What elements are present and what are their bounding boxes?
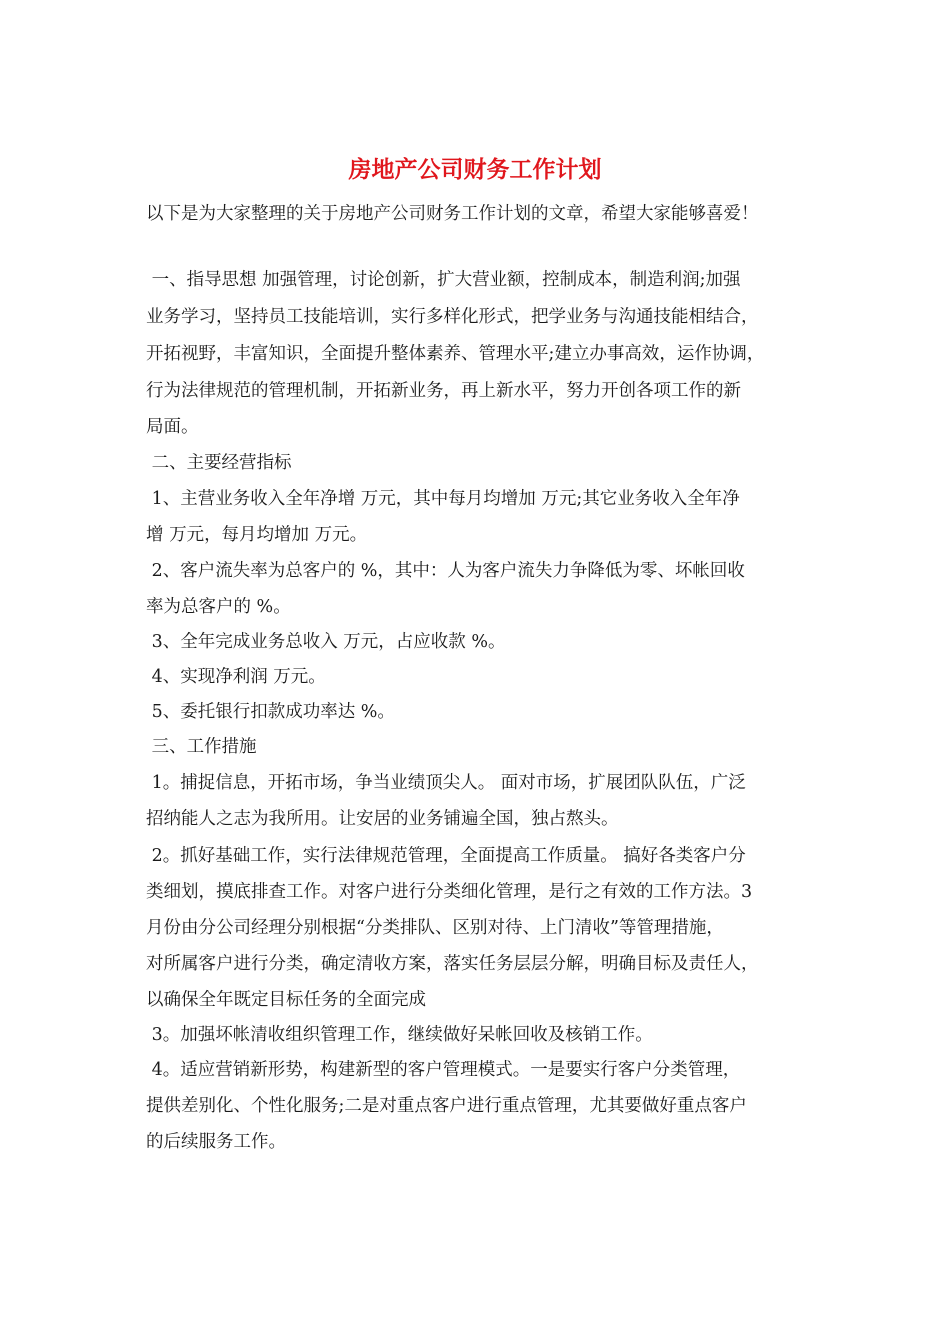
body-line: 4、实现净利润 万元。 — [146, 667, 326, 687]
section-heading: 二、主要经营指标 — [146, 453, 292, 473]
body-line: 3、全年完成业务总收入 万元，占应收款 %。 — [146, 632, 506, 652]
intro-paragraph: 以下是为大家整理的关于房地产公司财务工作计划的文章，希望大家能够喜爱！ — [146, 204, 759, 224]
body-line: 提供差别化、个性化服务;二是对重点客户进行重点管理，尤其要做好重点客户 — [146, 1096, 747, 1116]
body-line: 对所属客户进行分类，确定清收方案，落实任务层层分解，明确目标及责任人， — [146, 954, 759, 974]
body-line: 5、委托银行扣款成功率达 %。 — [146, 702, 395, 722]
body-line: 行为法律规范的管理机制，开拓新业务，再上新水平，努力开创各项工作的新 — [146, 381, 741, 401]
body-line: 2、客户流失率为总客户的 %，其中：人为客户流失力争降低为零、坏帐回收 — [146, 561, 745, 581]
body-line: 开拓视野，丰富知识，全面提升整体素养、管理水平;建立办事高效，运作协调， — [146, 344, 765, 364]
body-line: 增 万元，每月均增加 万元。 — [146, 525, 368, 545]
body-line: 率为总客户的 %。 — [146, 597, 291, 617]
body-line: 3。加强坏帐清收组织管理工作，继续做好呆帐回收及核销工作。 — [146, 1025, 653, 1045]
body-line: 业务学习，坚持员工技能培训，实行多样化形式，把学业务与沟通技能相结合， — [146, 307, 759, 327]
body-line: 1。捕捉信息，开拓市场，争当业绩顶尖人。 面对市场，扩展团队队伍，广泛 — [146, 773, 746, 793]
body-line: 类细划，摸底排查工作。对客户进行分类细化管理，是行之有效的工作方法。3 — [146, 882, 753, 902]
body-line: 一、指导思想 加强管理，讨论创新，扩大营业额，控制成本，制造利润;加强 — [146, 270, 741, 290]
body-line: 1、主营业务收入全年净增 万元，其中每月均增加 万元;其它业务收入全年净 — [146, 489, 740, 509]
body-line: 4。适应营销新形势，构建新型的客户管理模式。一是要实行客户分类管理， — [146, 1060, 741, 1080]
document-title: 房地产公司财务工作计划 — [348, 156, 602, 183]
body-line: 月份由分公司经理分别根据“分类排队、区别对待、上门清收”等管理措施， — [146, 918, 724, 938]
body-line: 招纳能人之志为我所用。让安居的业务铺遍全国，独占熬头。 — [146, 809, 619, 829]
section-heading: 三、工作措施 — [146, 737, 257, 757]
body-line: 以确保全年既定目标任务的全面完成 — [146, 990, 426, 1010]
body-line: 局面。 — [146, 417, 199, 437]
body-line: 2。抓好基础工作，实行法律规范管理，全面提高工作质量。 搞好各类客户分 — [146, 846, 746, 866]
body-line: 的后续服务工作。 — [146, 1132, 286, 1152]
